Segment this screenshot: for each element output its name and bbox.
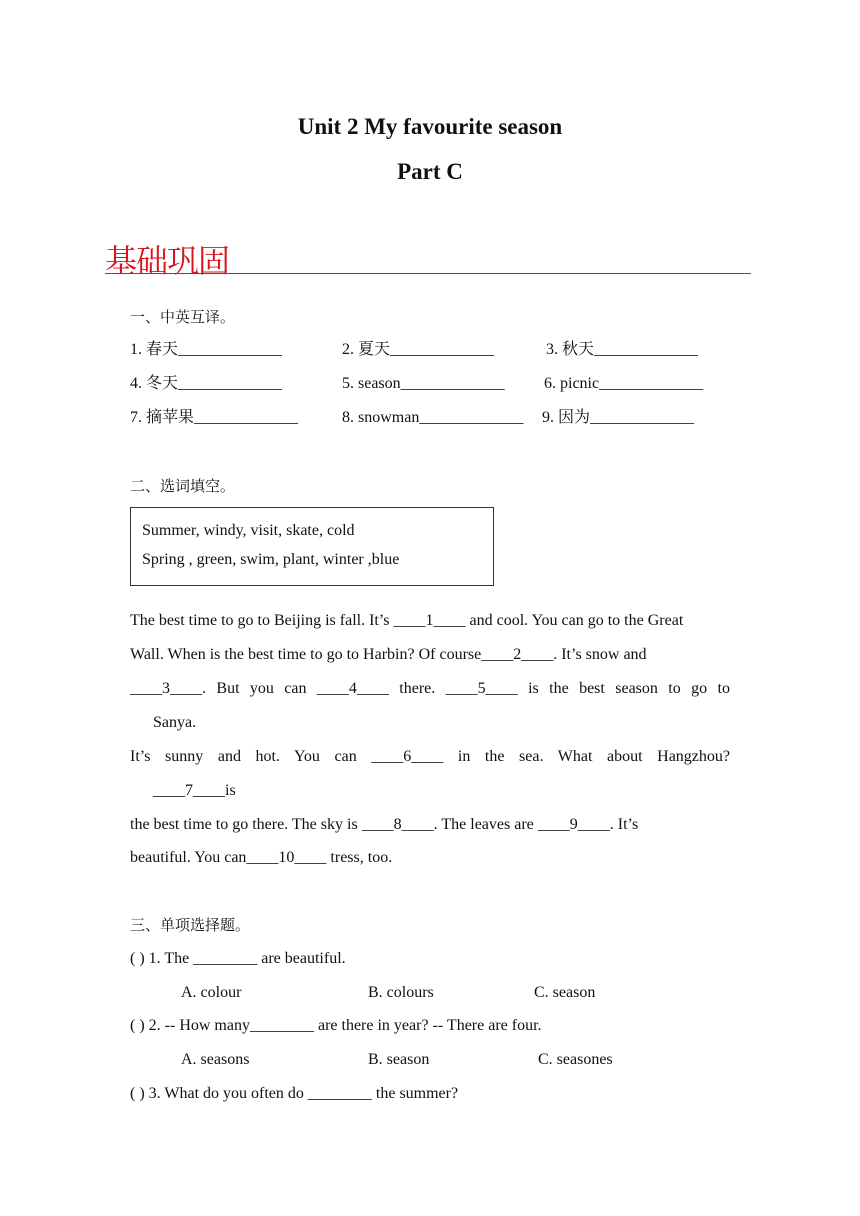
- section-banner: 基础巩固: [105, 242, 230, 280]
- question-option: C. seasones: [538, 1051, 613, 1068]
- translation-item: 5. season_____________: [342, 375, 505, 392]
- word-bank-box: [130, 507, 494, 586]
- section3-heading: 三、单项选择题。: [130, 916, 251, 934]
- question-option: B. season: [368, 1051, 430, 1068]
- translation-item: 4. 冬天_____________: [130, 375, 283, 392]
- question-stem: ( ) 2. -- How many________ are there in year? -- There are four.: [130, 1017, 542, 1034]
- section1-heading: 一、中英互译。: [130, 308, 236, 326]
- translation-item: 6. picnic_____________: [544, 375, 704, 392]
- question-option: A. colour: [181, 984, 242, 1001]
- word-bank-line: Summer, windy, visit, skate, cold: [142, 522, 355, 539]
- passage-line: It’s sunny and hot. You can ____6____ in the sea. What about Hangzhou?: [130, 748, 730, 765]
- section2-heading: 二、选词填空。: [130, 477, 236, 495]
- passage-line: Sanya.: [153, 714, 197, 731]
- page-title: Unit 2 My favourite season: [297, 114, 563, 139]
- passage-line: The best time to go to Beijing is fall. It’s ____1____ and cool. You can go to the Great: [130, 612, 684, 629]
- question-stem: ( ) 3. What do you often do ________ the summer?: [130, 1085, 459, 1102]
- passage-line: ____7____is: [153, 782, 236, 799]
- question-option: B. colours: [368, 984, 434, 1001]
- word-bank-line: Spring , green, swim, plant, winter ,blue: [142, 551, 400, 568]
- page-subtitle: Part C: [397, 159, 463, 184]
- translation-item: 2. 夏天_____________: [342, 341, 495, 358]
- translation-item: 9. 因为_____________: [542, 409, 695, 426]
- question-option: A. seasons: [181, 1051, 250, 1068]
- translation-item: 1. 春天_____________: [130, 341, 283, 358]
- translation-item: 3. 秋天_____________: [546, 341, 699, 358]
- passage-line: the best time to go there. The sky is ____8____. The leaves are ____9____. It’s: [130, 816, 639, 833]
- passage-line: ____3____. But you can ____4____ there. ____5____ is the best season to go to: [130, 680, 730, 697]
- passage-line: Wall. When is the best time to go to Harbin? Of course____2____. It’s snow and: [130, 646, 647, 663]
- passage-line: beautiful. You can____10____ tress, too.: [130, 849, 393, 866]
- banner-divider: [105, 273, 751, 274]
- translation-item: 7. 摘苹果_____________: [130, 409, 299, 426]
- translation-item: 8. snowman_____________: [342, 409, 524, 426]
- question-option: C. season: [534, 984, 596, 1001]
- question-stem: ( ) 1. The ________ are beautiful.: [130, 950, 346, 967]
